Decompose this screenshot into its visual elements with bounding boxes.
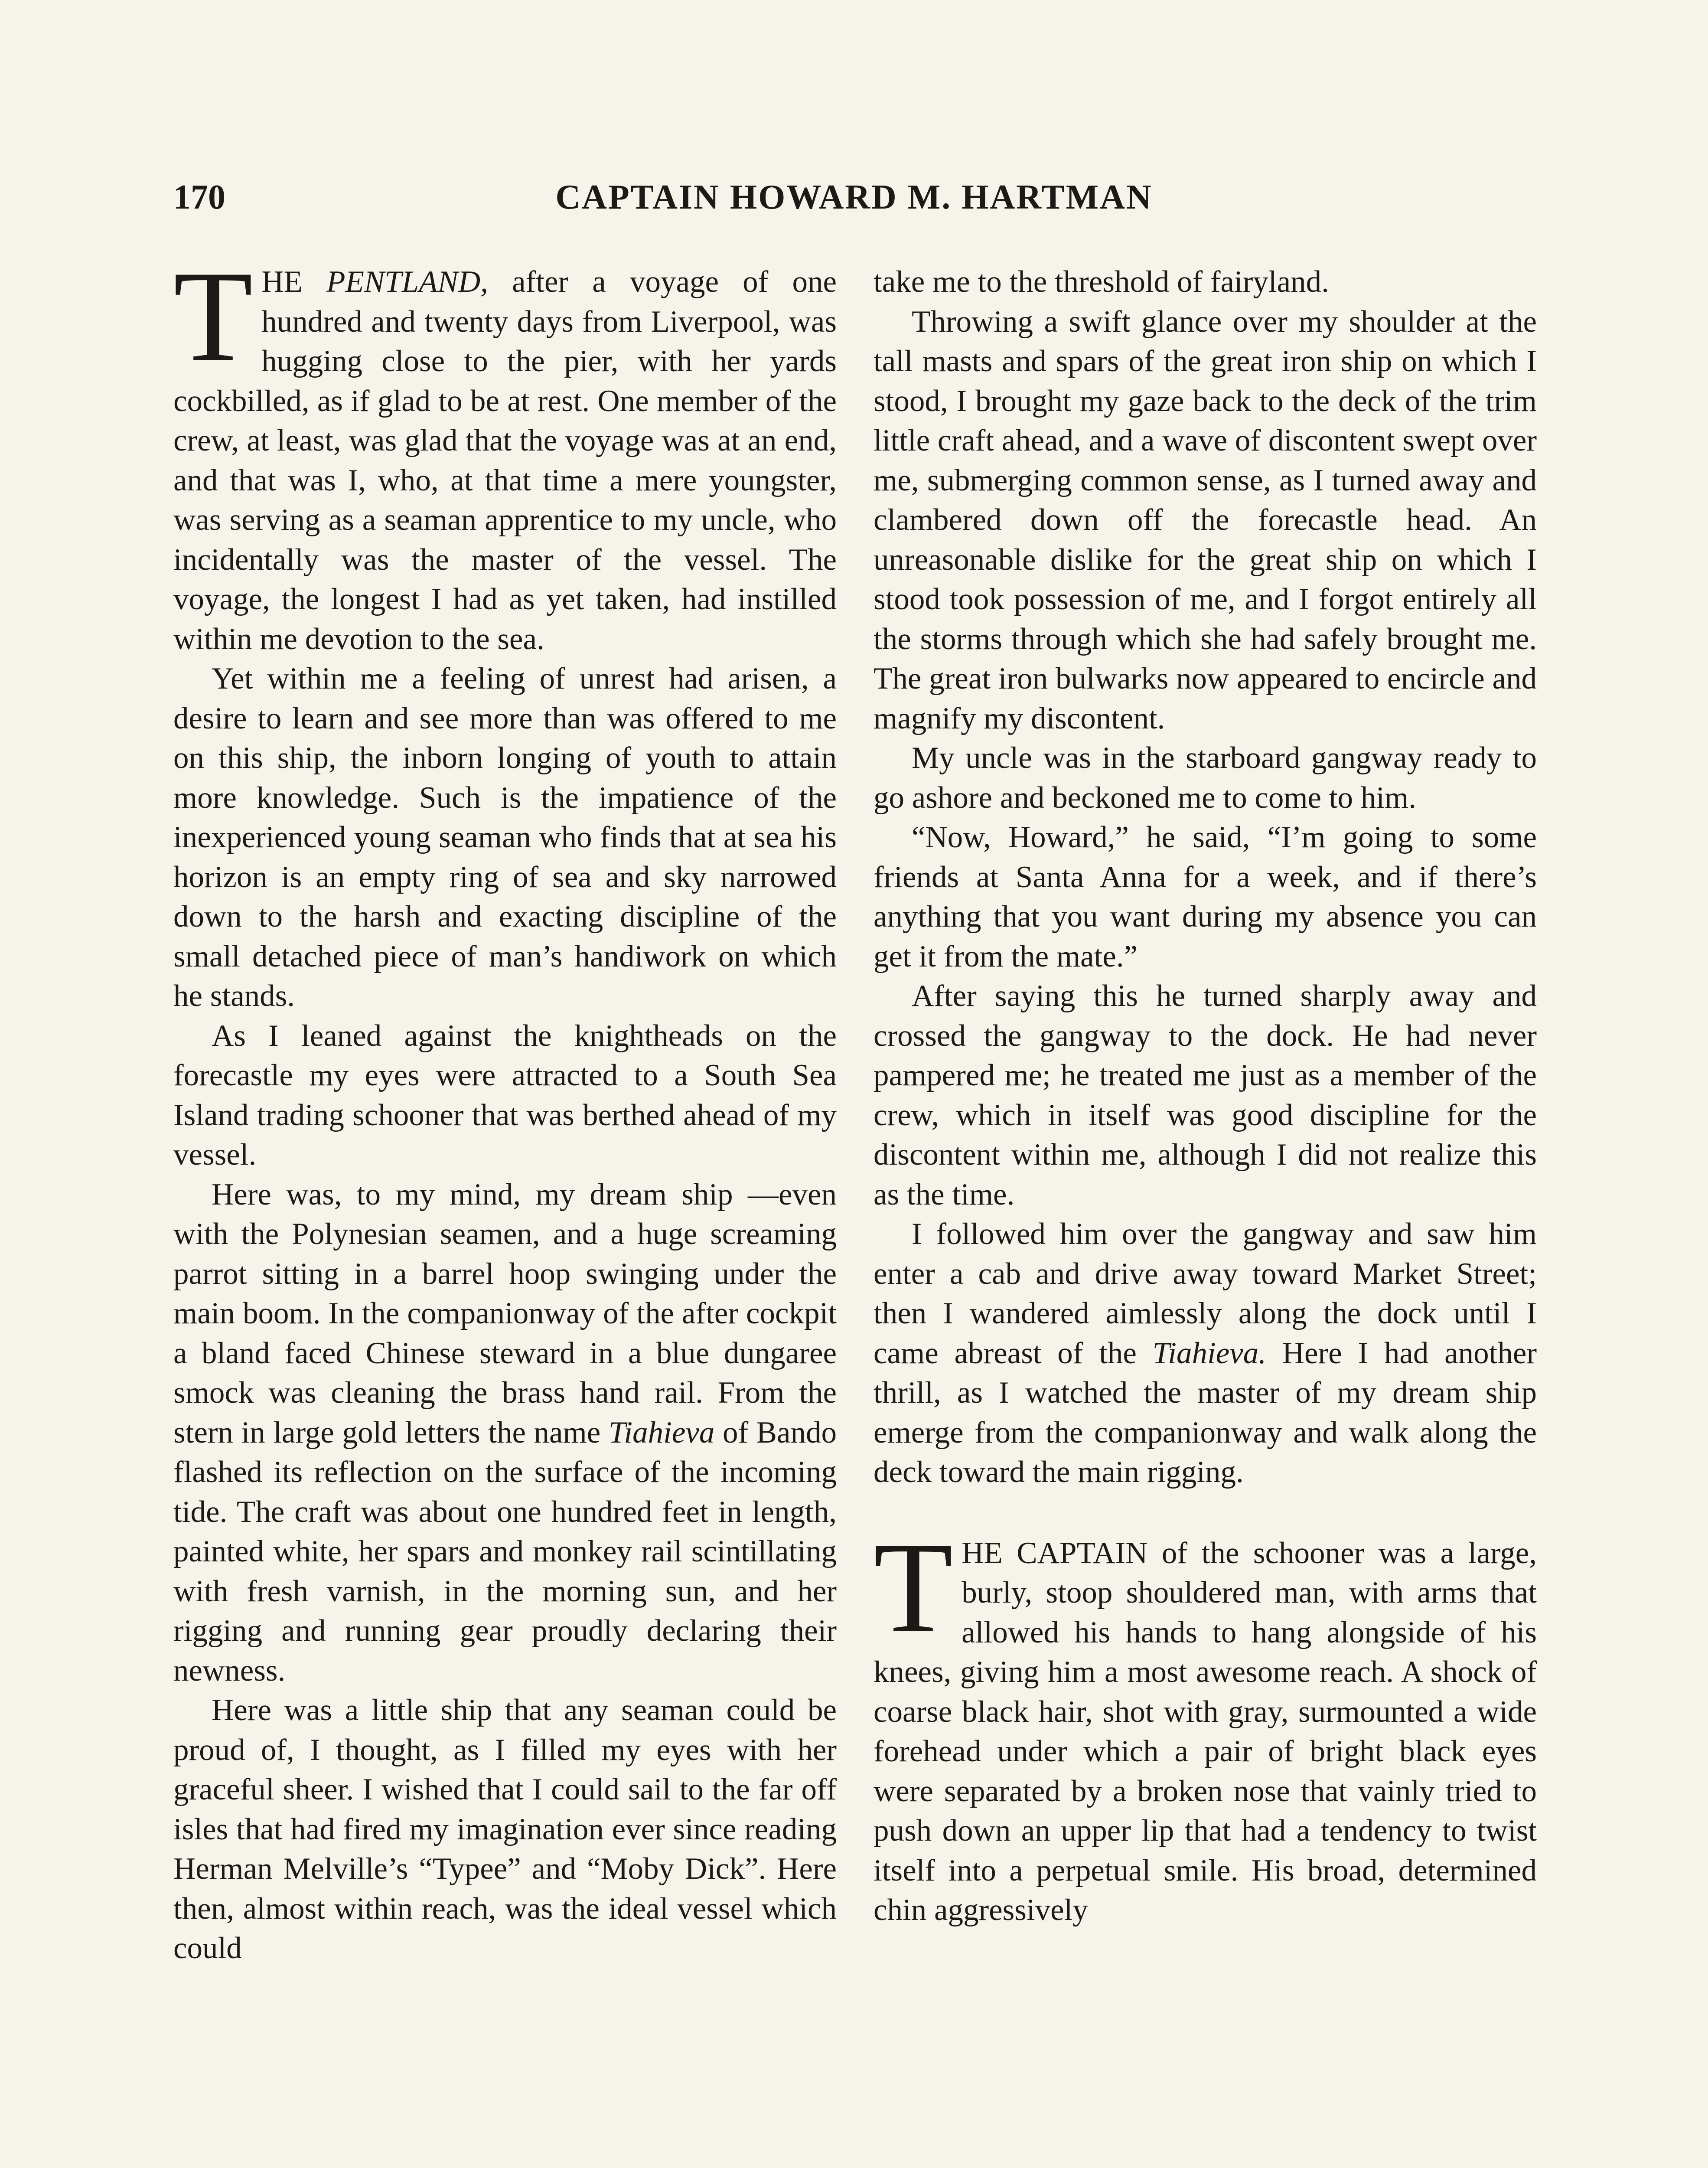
paragraph-text: Here was, to my mind, my dream ship —even with the Polynesian seamen, and a huge screaming parrot sitting in a barrel hoop swinging under the main boom. In the companionway of the after cockpit a bland faced Chinese steward in a blue dungaree smock was cleaning the brass hand rail. From the stern in large gold letters the name (173, 1177, 837, 1450)
paragraph: As I leaned against the knightheads on the forecastle my eyes were attracted to a South Sea Island trading schooner that was berthed ahead of my vessel. (173, 1019, 837, 1172)
left-column (173, 244, 837, 1969)
ship-name: Tiahieva. (1152, 1336, 1266, 1370)
paragraph: Here was a little ship that any seaman could be proud of, I thought, as I filled my eyes with her graceful sheer. I wished that I could sail to the far off isles that had fired my imagination ever since reading Herman Melville’s “Typee” and “Moby Dick”. Here then, almost within reach, was the ideal vessel which could (173, 1693, 837, 1965)
paragraph (874, 1515, 1537, 1930)
paragraph-text: HE CAPTAIN of the schooner was a large, burly, stoop shouldered man, with arms that allowed his hands to hang alongside of his knees, giving him a most awesome reach. A shock of coarse black hair, shot with gray, surmounted a wide forehead under which a pair of bright black eyes were separated by a broken nose that vainly tried to push down an upper lip that had a tendency to twist itself into a perpetual smile. His broad, determined chin aggressively (874, 1536, 1537, 1927)
paragraph (173, 1175, 837, 1691)
paragraph: Yet within me a feeling of unrest had arisen, a desire to learn and see more than was offered to me on this ship, the inborn longing of youth to attain more knowledge. Such is the impatience of the inexperienced young seaman who finds that at sea his horizon is an empty ring of sea and sky narrowed down to the harsh and exacting discipline of the small detached piece of man’s handiwork on which he stands. (173, 662, 837, 1013)
paragraph (874, 1215, 1537, 1492)
paragraph-text: of Bando flashed its reflection on the surface of the incoming tide. The craft was about one hundred feet in length, painted white, her spars and monkey rail scintillating with fresh varnish, in the morning sun, and her rigging and running gear proudly declaring their newness. (173, 1415, 837, 1688)
paragraph (173, 244, 837, 659)
page-header (173, 171, 1535, 223)
ship-name: Tiahieva (608, 1415, 715, 1450)
drop-cap: T (173, 244, 253, 388)
ship-name: PENTLAND, (326, 265, 488, 299)
drop-cap: T (874, 1515, 953, 1659)
paragraph: “Now, Howard,” he said, “I’m going to some friends at Santa Anna for a week, and if there’s anything that you want during my absence you can get it from the mate.” (874, 820, 1537, 973)
paragraph-text: Here I had another thrill, as I watched the master of my dream ship emerge from the companionway and walk along the deck toward the main rigging. (874, 1336, 1537, 1489)
running-head: CAPTAIN HOWARD M. HARTMAN (555, 178, 1153, 216)
paragraph: take me to the threshold of fairyland. (874, 265, 1329, 299)
right-column (874, 262, 1537, 1930)
paragraph-text: HE (261, 265, 327, 299)
paragraph: After saying this he turned sharply away and crossed the gangway to the dock. He had never pampered me; he treated me just as a member of the crew, which in itself was good discipline for the discontent within me, although I did not realize this as the time. (874, 979, 1537, 1211)
paragraph: Throwing a swift glance over my shoulder at the tall masts and spars of the great iron ship on which I stood, I brought my gaze back to the deck of the trim little craft ahead, and a wave of discontent swept over me, submerging common sense, as I turned away and clambered down off the forecastle head. An unreasonable dislike for the great ship on which I stood took possession of me, and I forgot entirely all the storms through which she had safely brought me. The great iron bulwarks now appeared to encircle and magnify my discontent. (874, 304, 1537, 735)
paragraph-text: after a voyage of one hundred and twenty days from Liverpool, was hugging close to the pier, with her yards cockbilled, as if glad to be at rest. One member of the crew, at least, was glad that the voyage was at an end, and that was I, who, at that time a mere youngster, was serving as a seaman apprentice to my uncle, who incidentally was the master of the vessel. The voyage, the longest I had as yet taken, had instilled within me devotion to the sea. (173, 265, 837, 656)
paragraph: My uncle was in the starboard gangway ready to go ashore and beckoned me to come to him. (874, 741, 1537, 815)
page-number: 170 (173, 178, 225, 216)
paragraph-text: I followed him over the gangway and saw him enter a cab and drive away toward Market Street; then I wandered aimlessly along the dock until I came abreast of the (874, 1217, 1537, 1370)
